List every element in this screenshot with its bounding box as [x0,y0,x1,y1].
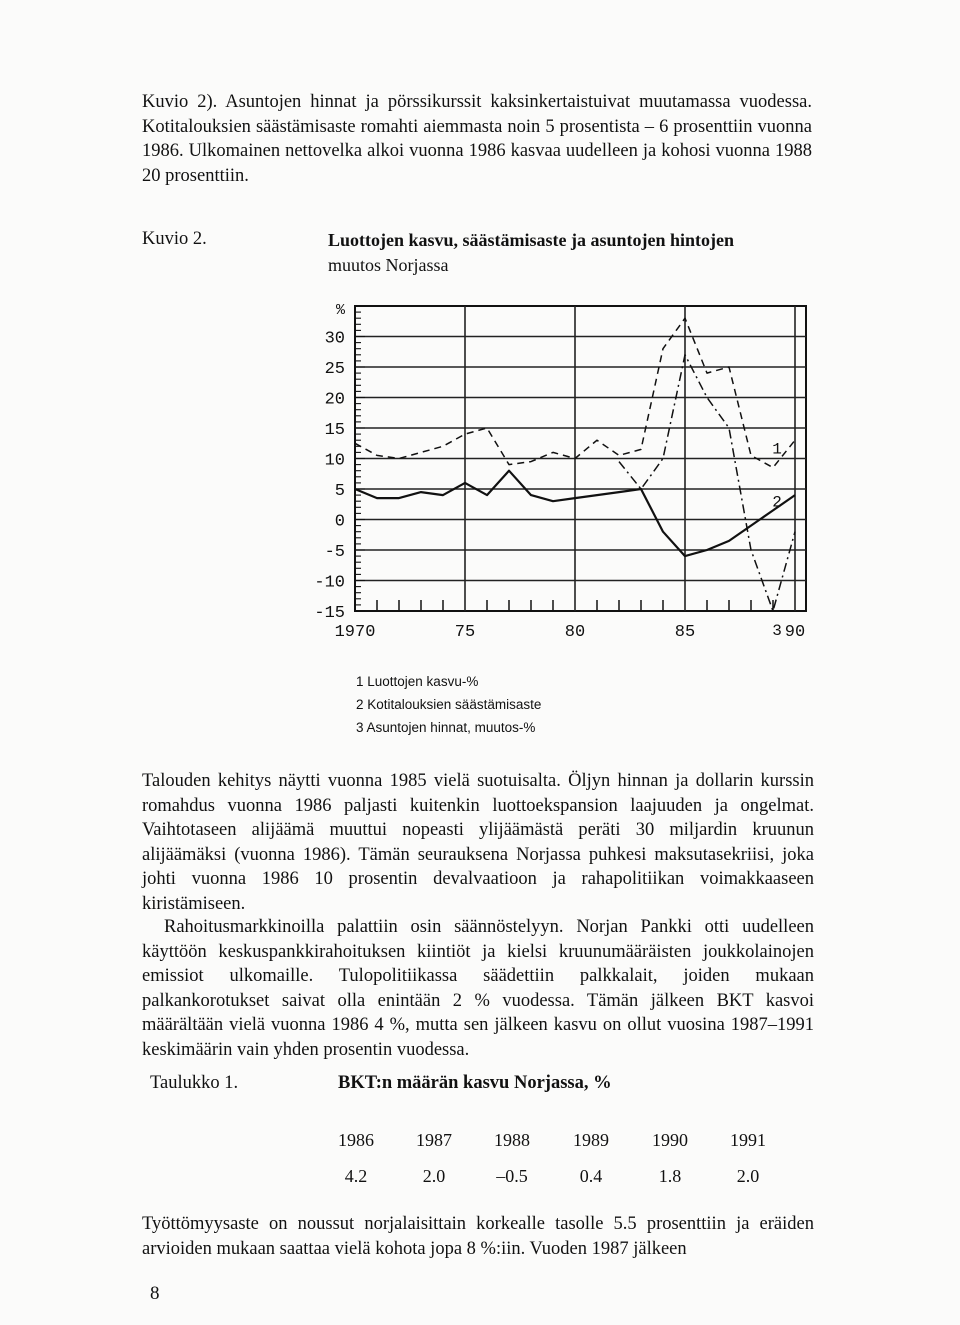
series-line-3 [619,355,795,611]
series-label-3: 3 [772,622,782,640]
legend-item-credit-growth: 1 Luottojen kasvu-% [356,674,479,689]
y-tick-label: -15 [314,604,345,623]
y-tick-label: 0 [334,512,345,532]
table-year: 1986 [338,1130,374,1150]
y-tick-label: 10 [324,451,345,471]
figure-label: Kuvio 2. [142,229,207,249]
legend-item-savings-rate: 2 Kotitalouksien säästämisaste [356,697,542,712]
series-label-1: 1 [772,440,782,459]
table-value: 2.0 [422,1166,446,1186]
y-tick-label: 15 [324,421,345,440]
table-value: 0.4 [579,1166,603,1186]
legend-item-house-prices: 3 Asuntojen hinnat, muutos-% [356,720,536,735]
y-tick-label: -5 [324,543,345,562]
body-paragraph-1: Talouden kehitys näytti vuonna 1985 vielä suotuisalta. Öljyn hinnan ja dollarin kurssin romahdus vuonna 1986 paljasti kuitenkin luottoekspansion laajuuden ja ongelmat. Vaihtotaseen alijäämä muuttui nopeasti ylijäämästä peräti 30 miljardin kruunun alijäämäksi (vuonna 1986). Tämän seurauksena Norjassa puhkesi maksutasekriisi, joka johti vuonna 1986 10 prosentin devalvaatioon ja rahapolitiikan voimakkaaseen kiristämiseen. [142,771,814,914]
table-year: 1991 [730,1130,766,1150]
table-value: –0.5 [496,1166,528,1186]
y-axis-unit: % [335,302,345,319]
x-tick-label: 85 [674,623,696,642]
y-tick-label: 20 [324,390,345,410]
page-number: 8 [150,1283,160,1304]
series-label-2: 2 [772,493,782,512]
table-year: 1987 [416,1130,452,1150]
table-year: 1989 [573,1130,609,1150]
intro-paragraph: Kuvio 2). Asuntojen hinnat ja pörssikurssit kaksinkertaistuivat muutamassa vuodessa. Kotitalouksien säästämisaste romahti aiemmasta noin 5 prosentista – 6 prosenttiin vuonna 1986. Ulkomainen nettovelka alkoi vuonna 1986 kasvaa uudelleen ja kohosi vuonna 1988 20 prosenttiin. [142,92,812,186]
table-year: 1988 [494,1130,530,1150]
body-paragraph-2: Rahoitusmarkkinoilla palattiin osin säännöstelyyn. Norjan Pankki otti uudelleen käyttöön keskuspankkirahoituksen kiintiöt ja kielsi kruunumääräisten joukkolainojen emissiot ulkomaille. Tulopolitiikassa säädettiin palkkalait, joiden mukaan palkankorotukset saivat olla enintään 2 % vuodessa. Tämän jälkeen BKT kasvoi määrältään vielä vuonna 1986 4 %, mutta sen jälkeen kasvu on ollut vuosina 1987–1991 keskimäärin vain yhden prosentin vuodessa. [142,917,814,1060]
table-value: 2.0 [736,1166,760,1186]
table-value: 1.8 [658,1166,682,1186]
x-tick-label: 75 [454,623,476,642]
x-tick-label: 90 [784,623,806,642]
x-tick-label: 1970 [334,623,376,642]
y-tick-label: 30 [324,329,345,349]
closing-paragraph: Työttömyysaste on noussut norjalaisittain korkealle tasolle 5.5 prosenttiin ja eräiden arvioiden mukaan saattaa vielä kohota jopa 8 %:iin. Vuoden 1987 jälkeen [142,1214,814,1259]
y-tick-label: 5 [334,482,345,501]
figure-title-line2: muutos Norjassa [328,255,449,275]
y-tick-label: 25 [324,360,345,379]
table-year: 1990 [652,1130,688,1150]
table-label: Taulukko 1. [150,1073,239,1093]
chart-legend [356,670,541,739]
x-tick-label: 80 [564,623,586,642]
table-title: BKT:n määrän kasvu Norjassa, % [338,1073,612,1093]
figure-title-line1: Luottojen kasvu, säästämisaste ja asuntojen hintojen [328,230,735,250]
table-value: 4.2 [344,1166,368,1186]
y-tick-label: -10 [314,573,345,593]
